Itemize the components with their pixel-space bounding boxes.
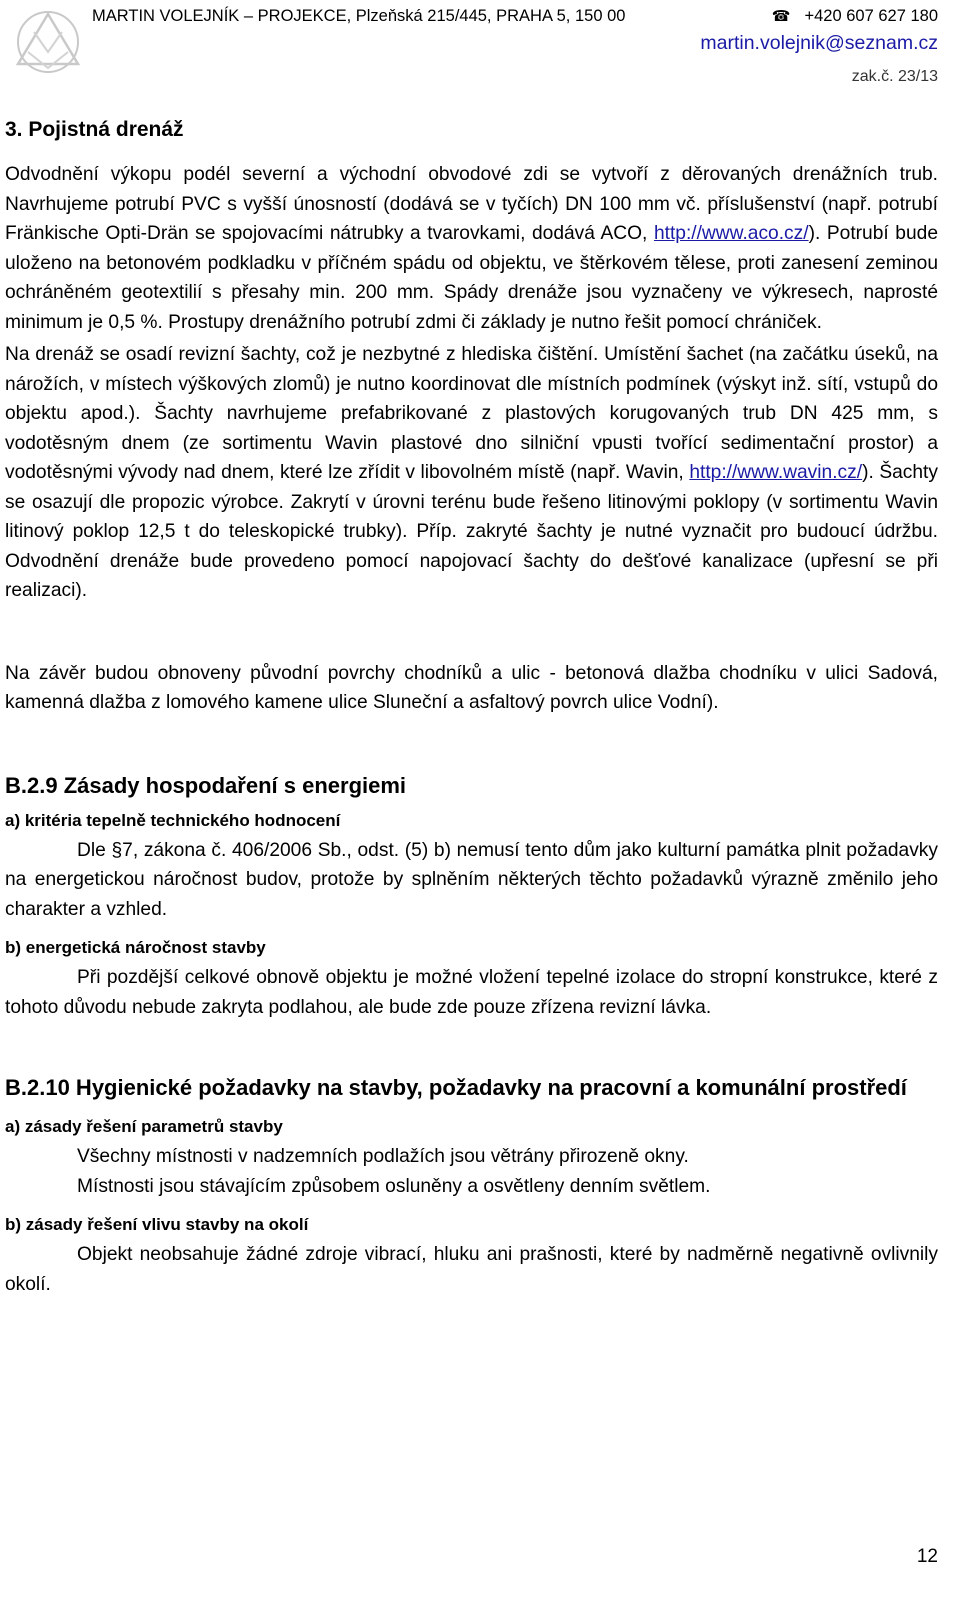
- aco-link[interactable]: http://www.aco.cz/: [653, 223, 809, 244]
- wavin-link[interactable]: http://www.wavin.cz/: [689, 462, 863, 483]
- company-logo: [4, 4, 96, 76]
- paragraph-text: Odvodnění výkopu podél severní a východní obvodové zdi se vytvoří z děrovaných drenážních trub. Navrhujeme potrubí PVC s vyšší únosností (dodává se v tyčích) DN 100 mm vč. příslušenství (např. potrubí Fränkische Opti-Drän se spojovacími nátrubky a tvarovkami, dodává ACO,: [5, 164, 938, 244]
- paragraph-surfaces: Na závěr budou obnoveny původní povrchy chodníků a ulic - betonová dlažba chodníku v ulici Sadová, kamenná dlažba z lomového kamene ulice Sluneční a asfaltový povrch ulice Vodní).: [5, 662, 938, 713]
- section-title-hygiene: B.2.10 Hygienické požadavky na stavby, požadavky na pracovní a komunální prostředí: [5, 1075, 907, 1100]
- header-email[interactable]: martin.volejnik@seznam.cz: [700, 32, 938, 54]
- paragraph-ventilation: Všechny místnosti v nadzemních podlažích jsou větrány přirozeně okny.: [77, 1146, 689, 1167]
- header-phone: [772, 6, 938, 27]
- paragraph-text: Na drenáž se osadí revizní šachty, což je nezbytné z hlediska čištění. Umístění šachet (na začátku úseků, na nárožích, v místech výškových zlomů) je nutno koordinovat dle místních podmínek (výskyt inž. sítí, vstupů do objektu apod.). Šachty navrhujeme prefabrikované z plastových korugovaných trub DN 425 mm, s vodotěsným dnem (ze sortimentu Wavin plastové dno silniční vpusti tvořící sedimentační prostor) a vodotěsnými vývody nad dnem, které lze zřídit v libovolném místě (např. Wavin,: [5, 344, 938, 483]
- paragraph-lighting: Místnosti jsou stávajícím způsobem osluněny a osvětleny denním světlem.: [77, 1175, 711, 1197]
- header-company: MARTIN VOLEJNÍK – PROJEKCE, Plzeňská 215/445, PRAHA 5, 150 00: [92, 7, 626, 25]
- section-title-drainage: 3. Pojistná drenáž: [5, 118, 184, 141]
- subsection-title-energy-demand: b) energetická náročnost stavby: [5, 938, 266, 957]
- paragraph-surroundings: Objekt neobsahuje žádné zdroje vibrací, hluku ani prašnosti, které by nadměrně negativně ovlivnily okolí.: [5, 1244, 938, 1295]
- subsection-title-thermal: a) kritéria tepelně technického hodnocení: [5, 810, 341, 830]
- paragraph-drainage-pipes: [5, 160, 938, 337]
- subsection-title-parameters: a) zásady řešení parametrů stavby: [5, 1117, 283, 1136]
- header-order-number: zak.č. 23/13: [851, 68, 938, 85]
- subsection-title-surroundings: b) zásady řešení vlivu stavby na okolí: [5, 1215, 309, 1234]
- paragraph-text: ). Šachty se osazují dle propozic výrobce. Zakrytí v úrovni terénu bude řešeno litinovými poklopy (v sortimentu Wavin litinový poklop 12,5 t do teleskopické trubky). Příp. zakryté šachty je nutné vyznačit pro budoucí údržbu. Odvodnění drenáže bude provedeno pomocí napojovací šachty do dešťové kanalizace (upřesní se při realizaci).: [5, 462, 938, 601]
- paragraph-inspection-shafts: [5, 340, 938, 606]
- paragraph-text: ). Potrubí bude uloženo na betonovém podkladku v příčném spádu od objektu, ve štěrkovém tělese, proti zanesení zeminou ochráněném geotextilií s přesahy min. 200 mm. Spády drenáže jsou vyznačeny ve výkresech, naprosté minimum je 0,5 %. Prostupy drenážního potrubí zdmi či základy je nutno řešit pomocí chrániček.: [5, 223, 938, 333]
- section-title-energy: B.2.9 Zásady hospodaření s energiemi: [5, 772, 407, 798]
- header-phone-number: +420 607 627 180: [804, 7, 938, 25]
- paragraph-energy-demand: Při pozdější celkové obnově objektu je možné vložení tepelné izolace do stropní konstrukce, které z tohoto důvodu nebude zakryta podlahou, ale bude zde pouze zřízena revizní lávka.: [5, 967, 938, 1018]
- paragraph-thermal: Dle §7, zákona č. 406/2006 Sb., odst. (5) b) nemusí tento dům jako kulturní památka plnit požadavky na energetickou náročnost budov, protože by splněním některých těchto požadavků výrazně změnilo jeho charakter a vzhled.: [5, 839, 938, 920]
- page-number: 12: [916, 1546, 938, 1567]
- document-body: [5, 112, 938, 1299]
- phone-icon: ☎: [771, 8, 791, 25]
